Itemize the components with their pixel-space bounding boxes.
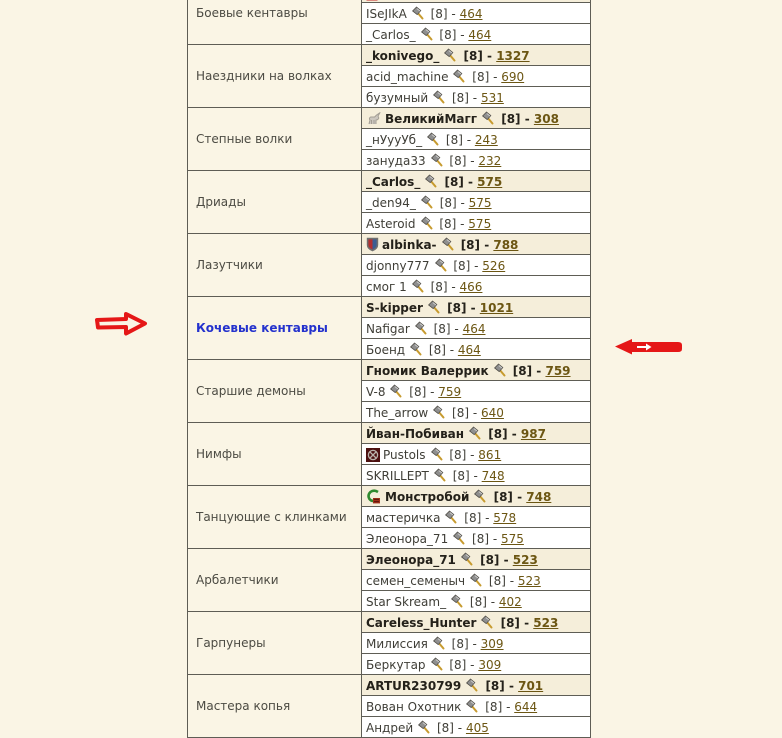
level-badge: [8] - xyxy=(448,405,482,420)
level-badge: [8] - xyxy=(442,300,480,315)
table-row xyxy=(188,171,591,192)
level-badge: [8] - xyxy=(425,342,458,357)
player-cell xyxy=(362,129,591,150)
hammer-icon[interactable] xyxy=(469,490,489,504)
player-cell xyxy=(362,87,591,108)
player-cell xyxy=(362,108,591,129)
creature-label: Арбалетчики xyxy=(188,549,362,612)
hammer-icon[interactable] xyxy=(422,133,442,147)
player-cell xyxy=(362,45,591,66)
score-link[interactable]: 464 xyxy=(462,321,486,336)
player-name: Йван-Побиван xyxy=(366,426,465,441)
level-badge: [8] - xyxy=(429,321,463,336)
player-name: Боенд xyxy=(366,342,406,357)
player-name: Nafigar xyxy=(366,321,410,336)
hammer-icon[interactable] xyxy=(407,7,427,21)
player-name: _Carlos_ xyxy=(366,174,421,189)
player-cell xyxy=(362,444,591,465)
player-name: Гномик Валеррик xyxy=(366,363,489,378)
player-name: SKRILLEPT xyxy=(366,468,429,483)
level-badge: [8] - xyxy=(489,489,527,504)
creature-label: Нимфы xyxy=(188,423,362,486)
player-cell xyxy=(362,213,591,234)
player-name: мастеричка xyxy=(366,510,441,525)
player-name: ВеликийМагг xyxy=(385,111,478,126)
creature-ranking-table xyxy=(187,0,591,738)
player-name: Монстробой xyxy=(385,489,470,504)
table-row xyxy=(188,612,591,633)
level-badge: [8] - xyxy=(485,573,518,588)
hammer-icon[interactable] xyxy=(413,721,433,735)
player-cell xyxy=(362,402,591,423)
hammer-icon[interactable] xyxy=(426,154,446,168)
player-name: acid_machine xyxy=(366,69,449,84)
player-name: S-kipper xyxy=(366,300,423,315)
hammer-icon[interactable] xyxy=(423,301,443,315)
hammer-icon[interactable] xyxy=(461,700,481,714)
player-cell xyxy=(362,654,591,675)
player-name: V-8 xyxy=(366,384,386,399)
hammer-icon[interactable] xyxy=(448,532,468,546)
player-cell xyxy=(362,24,591,45)
level-badge: [8] - xyxy=(445,153,479,168)
table-row xyxy=(188,45,591,66)
player-name: зануда33 xyxy=(366,153,426,168)
player-name: Вован Охотник xyxy=(366,699,462,714)
level-badge: [8] - xyxy=(508,363,546,378)
creature-label: Степные волки xyxy=(188,108,362,171)
player-name: бузумный xyxy=(366,90,429,105)
player-name: ARTUR230799 xyxy=(366,678,462,693)
player-cell xyxy=(362,339,591,360)
hammer-icon[interactable] xyxy=(465,574,485,588)
score-link[interactable]: 232 xyxy=(478,153,502,168)
player-cell xyxy=(362,255,591,276)
player-cell xyxy=(362,276,591,297)
player-cell xyxy=(362,66,591,87)
score-link[interactable]: 464 xyxy=(459,6,483,21)
player-cell xyxy=(362,150,591,171)
level-badge: [8] - xyxy=(435,195,469,210)
player-cell xyxy=(362,192,591,213)
hammer-icon[interactable] xyxy=(416,217,436,231)
score-link[interactable]: 748 xyxy=(526,489,552,504)
level-badge: [8] - xyxy=(468,531,501,546)
level-badge: [8] - xyxy=(447,636,481,651)
score-link[interactable]: 531 xyxy=(480,90,504,105)
hammer-icon[interactable] xyxy=(428,637,448,651)
level-badge: [8] - xyxy=(426,6,460,21)
score-link[interactable]: 466 xyxy=(459,279,483,294)
level-badge: [8] - xyxy=(484,426,521,441)
player-name: смог 1 xyxy=(366,279,407,294)
player-cell xyxy=(362,696,591,717)
score-link[interactable]: 578 xyxy=(493,510,517,525)
level-badge: [8] - xyxy=(448,468,482,483)
hammer-icon[interactable] xyxy=(456,553,476,567)
hammer-icon[interactable] xyxy=(416,28,436,42)
creature-label: Танцующие с клинками xyxy=(188,486,362,549)
score-link[interactable]: 701 xyxy=(518,678,544,693)
red-arrow-left-icon xyxy=(613,336,683,362)
player-cell xyxy=(362,318,591,339)
hammer-icon[interactable] xyxy=(426,658,446,672)
hammer-icon[interactable] xyxy=(410,322,430,336)
hammer-icon[interactable] xyxy=(461,679,481,693)
hammer-icon[interactable] xyxy=(489,364,509,378)
score-link[interactable]: 523 xyxy=(517,573,541,588)
player-cell xyxy=(362,633,591,654)
hammer-icon[interactable] xyxy=(446,595,466,609)
clan-x-icon xyxy=(366,448,383,462)
player-cell xyxy=(362,234,591,255)
score-link[interactable]: 308 xyxy=(533,111,559,126)
score-link[interactable]: 575 xyxy=(468,216,492,231)
hammer-icon[interactable] xyxy=(448,70,468,84)
score-link[interactable]: 575 xyxy=(500,531,524,546)
score-link[interactable]: 788 xyxy=(493,237,519,252)
table-row xyxy=(188,486,591,507)
creature-label: Гарпунеры xyxy=(188,612,362,675)
hammer-icon[interactable] xyxy=(464,427,484,441)
level-badge: [8] - xyxy=(481,678,519,693)
level-badge: [8] - xyxy=(459,48,497,63)
table-row xyxy=(188,234,591,255)
player-cell xyxy=(362,3,591,24)
hammer-icon[interactable] xyxy=(426,448,446,462)
hammer-icon[interactable] xyxy=(477,112,497,126)
level-badge: [8] - xyxy=(440,174,478,189)
clan-green-icon xyxy=(366,490,385,504)
player-cell xyxy=(362,360,591,381)
hammer-icon[interactable] xyxy=(437,238,457,252)
table-row xyxy=(188,108,591,129)
score-link[interactable]: 243 xyxy=(474,132,498,147)
player-cell xyxy=(362,297,591,318)
player-cell xyxy=(362,465,591,486)
hammer-icon[interactable] xyxy=(428,91,448,105)
score-link[interactable]: 405 xyxy=(465,720,489,735)
hammer-icon[interactable] xyxy=(420,175,440,189)
level-badge: [8] - xyxy=(405,384,439,399)
score-link[interactable]: 690 xyxy=(501,69,525,84)
score-link[interactable]: 523 xyxy=(533,615,559,630)
player-name: Элеонора_71 xyxy=(366,531,449,546)
player-cell xyxy=(362,507,591,528)
level-badge: [8] - xyxy=(456,237,494,252)
player-cell xyxy=(362,591,591,612)
shield-icon xyxy=(366,238,382,252)
unicorn-icon xyxy=(366,112,385,126)
level-badge: [8] - xyxy=(435,27,469,42)
level-badge: [8] - xyxy=(468,69,502,84)
player-cell xyxy=(362,612,591,633)
score-link[interactable]: 759 xyxy=(438,384,462,399)
score-link[interactable]: 1021 xyxy=(479,300,514,315)
player-name: djonny777 xyxy=(366,258,430,273)
score-link[interactable]: 309 xyxy=(480,636,504,651)
player-name: Беркутар xyxy=(366,657,426,672)
level-badge: [8] - xyxy=(435,216,469,231)
level-badge: [8] - xyxy=(426,279,460,294)
table-row xyxy=(188,549,591,570)
level-badge: [8] - xyxy=(442,132,475,147)
hammer-icon[interactable] xyxy=(407,280,427,294)
level-badge: [8] - xyxy=(433,720,466,735)
score-link[interactable]: 309 xyxy=(478,657,502,672)
player-name: Asteroid xyxy=(366,216,416,231)
player-name: Pustols xyxy=(383,447,426,462)
score-link[interactable]: 759 xyxy=(545,363,571,378)
table-row xyxy=(188,297,591,318)
player-name: _нУууУб_ xyxy=(366,132,423,147)
level-badge: [8] - xyxy=(497,111,534,126)
level-badge: [8] - xyxy=(448,90,481,105)
level-badge: [8] - xyxy=(496,615,534,630)
score-link[interactable]: 987 xyxy=(520,426,546,441)
score-link[interactable]: 402 xyxy=(498,594,522,609)
table-row xyxy=(188,360,591,381)
score-link[interactable]: 748 xyxy=(481,468,505,483)
creature-label: Старшие демоны xyxy=(188,360,362,423)
player-cell xyxy=(362,171,591,192)
score-link[interactable]: 861 xyxy=(478,447,502,462)
score-link[interactable]: 1327 xyxy=(496,48,530,63)
player-cell xyxy=(362,528,591,549)
creature-label: Наездники на волках xyxy=(188,45,362,108)
player-name: Андрей xyxy=(366,720,414,735)
level-badge: [8] - xyxy=(481,699,515,714)
hammer-icon[interactable] xyxy=(405,343,425,357)
hammer-icon[interactable] xyxy=(429,469,449,483)
player-name: _Carlos_ xyxy=(366,27,416,42)
score-link[interactable]: 575 xyxy=(468,195,492,210)
ranking-table-wrap xyxy=(187,0,591,738)
player-cell xyxy=(362,549,591,570)
player-cell xyxy=(362,570,591,591)
score-link[interactable]: 464 xyxy=(457,342,481,357)
table-row xyxy=(188,423,591,444)
player-cell xyxy=(362,486,591,507)
player-name: Careless_Hunter xyxy=(366,615,477,630)
creature-label: Дриады xyxy=(188,171,362,234)
player-cell xyxy=(362,717,591,738)
player-name: Star Skream_ xyxy=(366,594,447,609)
player-name: The_arrow xyxy=(366,405,429,420)
creature-label: Кочевые кентавры xyxy=(188,297,362,360)
hammer-icon[interactable] xyxy=(476,616,496,630)
player-cell xyxy=(362,675,591,696)
level-badge: [8] - xyxy=(466,594,499,609)
level-badge: [8] - xyxy=(445,657,479,672)
player-name: Элеонора_71 xyxy=(366,552,456,567)
creature-label: Лазутчики xyxy=(188,234,362,297)
level-badge: [8] - xyxy=(460,510,494,525)
hammer-icon[interactable] xyxy=(430,259,450,273)
score-link[interactable]: 575 xyxy=(477,174,503,189)
score-link[interactable]: 526 xyxy=(482,258,506,273)
hammer-icon[interactable] xyxy=(440,511,460,525)
red-arrow-right-icon xyxy=(93,310,149,342)
level-badge: [8] - xyxy=(475,552,513,567)
table-row xyxy=(188,675,591,696)
creature-label: Боевые кентавры xyxy=(188,0,362,45)
score-link[interactable]: 644 xyxy=(514,699,538,714)
hammer-icon[interactable] xyxy=(428,406,448,420)
hammer-icon[interactable] xyxy=(416,196,436,210)
player-name: _den94_ xyxy=(366,195,416,210)
player-name: Милиссия xyxy=(366,636,428,651)
level-badge: [8] - xyxy=(445,447,479,462)
hammer-icon[interactable] xyxy=(385,385,405,399)
player-name: семен_семеныч xyxy=(366,573,466,588)
creature-label: Мастера копья xyxy=(188,675,362,738)
score-link[interactable]: 464 xyxy=(468,27,492,42)
player-cell xyxy=(362,381,591,402)
player-cell xyxy=(362,423,591,444)
score-link[interactable]: 523 xyxy=(512,552,538,567)
score-link[interactable]: 640 xyxy=(481,405,504,420)
player-name: albinka- xyxy=(382,237,437,252)
hammer-icon[interactable] xyxy=(439,49,459,63)
level-badge: [8] - xyxy=(449,258,483,273)
player-name: ISeJIkA xyxy=(366,6,407,21)
player-name: _konivego_ xyxy=(366,48,440,63)
